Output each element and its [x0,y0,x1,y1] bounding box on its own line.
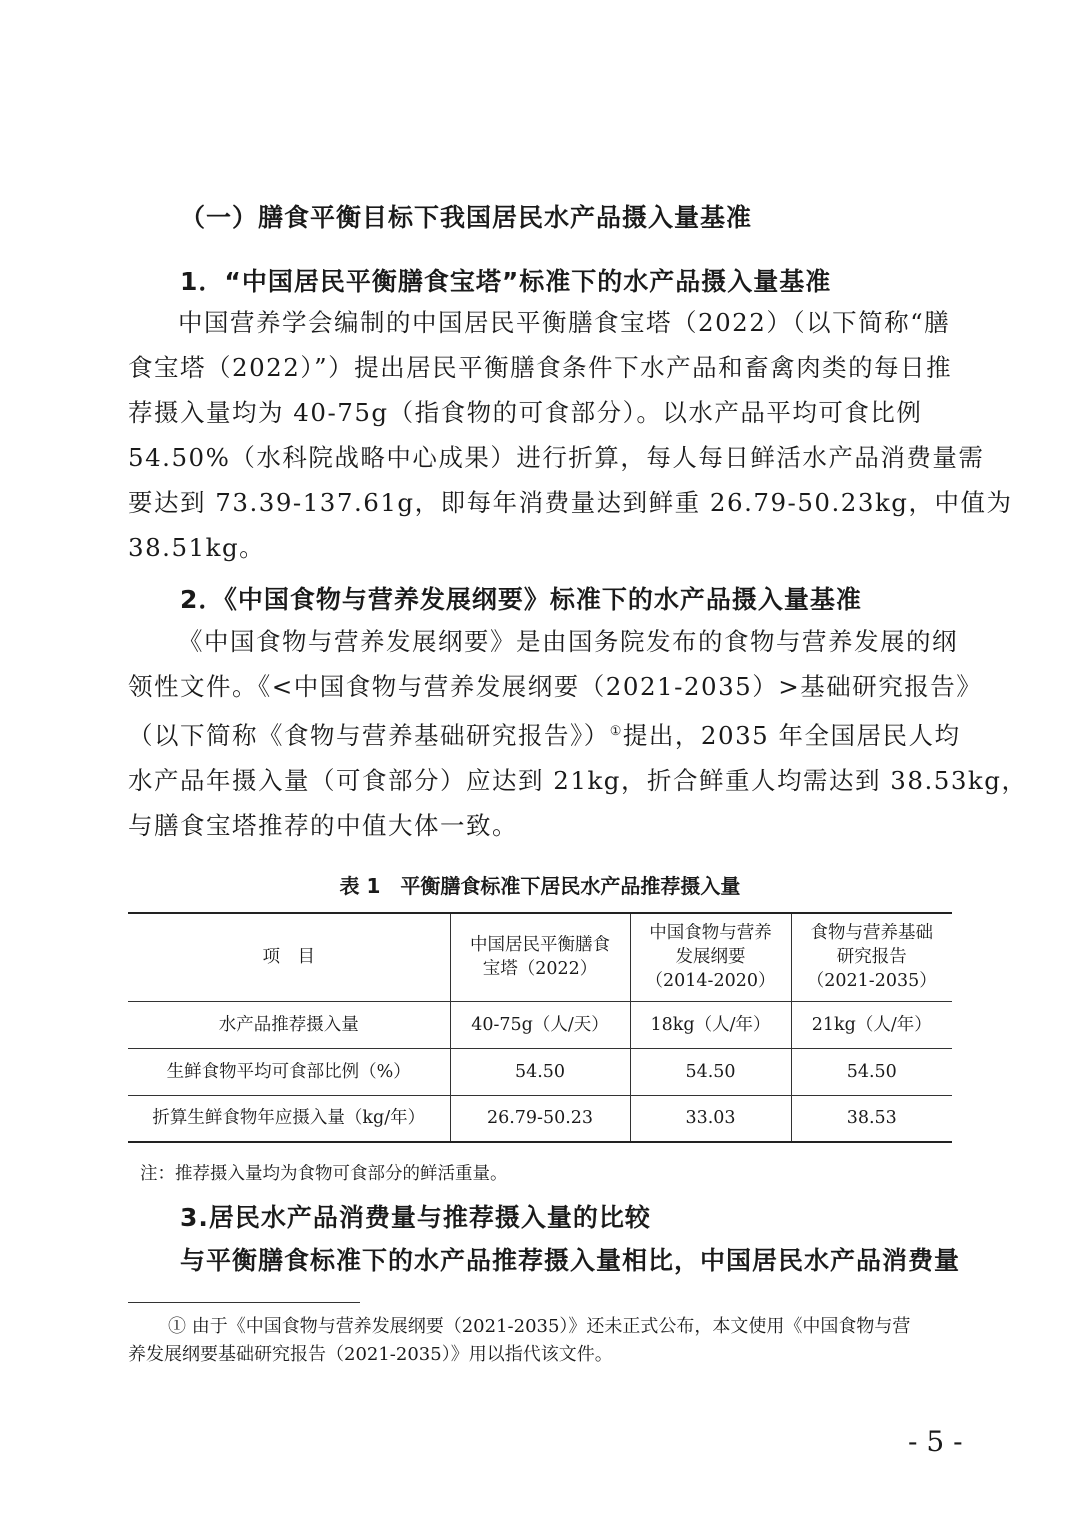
table-cell: 折算生鲜食物年应摄入量（kg/年） [128,1095,450,1142]
table-header-row [128,913,952,1001]
body-line: 38.51kg。 [128,533,266,562]
table-caption: 表 1 平衡膳食标准下居民水产品推荐摄入量 [339,874,741,898]
body-line: 与膳食宝塔推荐的中值大体一致。 [128,811,518,841]
table-header-cell: 中国食物与营养 发展纲要 （2014-2020） [630,913,791,1001]
table-header-cell: 食物与营养基础 研究报告 （2021-2035） [791,913,952,1001]
subsection-1-body [128,300,1013,570]
table-cell: 54.50 [450,1048,630,1095]
section-title: （一）膳食平衡目标下我国居民水产品摄入量基准 [180,203,753,232]
body-line [128,709,961,758]
body-text: （以下简称《食物与营养基础研究报告》） [128,721,610,751]
body-line: 食宝塔（2022）”）提出居民平衡膳食条件下水产品和畜禽肉类的每日推 [128,353,953,382]
table-cell: 54.50 [630,1048,791,1095]
subsection-1-title: 1．“中国居民平衡膳食宝塔”标准下的水产品摄入量基准 [180,267,832,296]
body-line: 荐摄入量均为 40-75g（指食物的可食部分）。以水产品平均可食比例 [128,398,923,427]
table-header-cell: 项 目 [128,913,450,1001]
table-row [128,1095,952,1142]
body-line: 水产品年摄入量（可食部分）应达到 21kg，折合鲜重人均需达到 38.53kg， [128,766,1028,796]
body-text: 提出，2035 年全国居民人均 [622,721,961,751]
body-line: 54.50%（水科院战略中心成果）进行折算，每人每日鲜活水产品消费量需 [128,443,985,472]
table-cell: 水产品推荐摄入量 [128,1001,450,1048]
subsection-2-body [128,619,1028,848]
table-note: 注：推荐摄入量均为食物可食部分的鲜活重量。 [140,1164,508,1184]
page-number: - 5 - [908,1425,963,1458]
table-cell: 生鲜食物平均可食部比例（%） [128,1048,450,1095]
footnote [128,1313,952,1369]
table-cell: 18kg（人/年） [630,1001,791,1048]
table-cell: 54.50 [791,1048,952,1095]
footnote-line: ① 由于《中国食物与营养发展纲要（2021-2035）》还未正式公布，本文使用《中国食物与营 [168,1316,911,1337]
table-cell: 38.53 [791,1095,952,1142]
footnote-marker[interactable]: ① [609,724,623,739]
table-cell: 26.79-50.23 [450,1095,630,1142]
subsection-3-body: 与平衡膳食标准下的水产品推荐摄入量相比，中国居民水产品消费量 [180,1246,961,1275]
table-cell: 33.03 [630,1095,791,1142]
body-line: 领性文件。《<中国食物与营养发展纲要（2021-2035）>基础研究报告》 [128,672,983,701]
subsection-2-title: 2．《中国食物与营养发展纲要》标准下的水产品摄入量基准 [180,585,862,614]
intake-table [128,912,952,1143]
table-header-cell: 中国居民平衡膳食 宝塔（2022） [450,913,630,1001]
body-line: 要达到 73.39-137.61g，即每年消费量达到鲜重 26.79-50.23kg，中值为 [128,488,1013,517]
table-row [128,1048,952,1095]
footnote-divider [128,1302,360,1303]
body-line: 中国营养学会编制的中国居民平衡膳食宝塔（2022）（以下简称“膳 [178,308,951,337]
table-cell: 21kg（人/年） [791,1001,952,1048]
footnote-line: 养发展纲要基础研究报告（2021-2035）》用以指代该文件。 [128,1344,613,1365]
table-cell: 40-75g（人/天） [450,1001,630,1048]
table-row [128,1001,952,1048]
subsection-3-title: 3.居民水产品消费量与推荐摄入量的比较 [180,1203,651,1232]
body-line: 《中国食物与营养发展纲要》是由国务院发布的食物与营养发展的纲 [178,627,958,656]
